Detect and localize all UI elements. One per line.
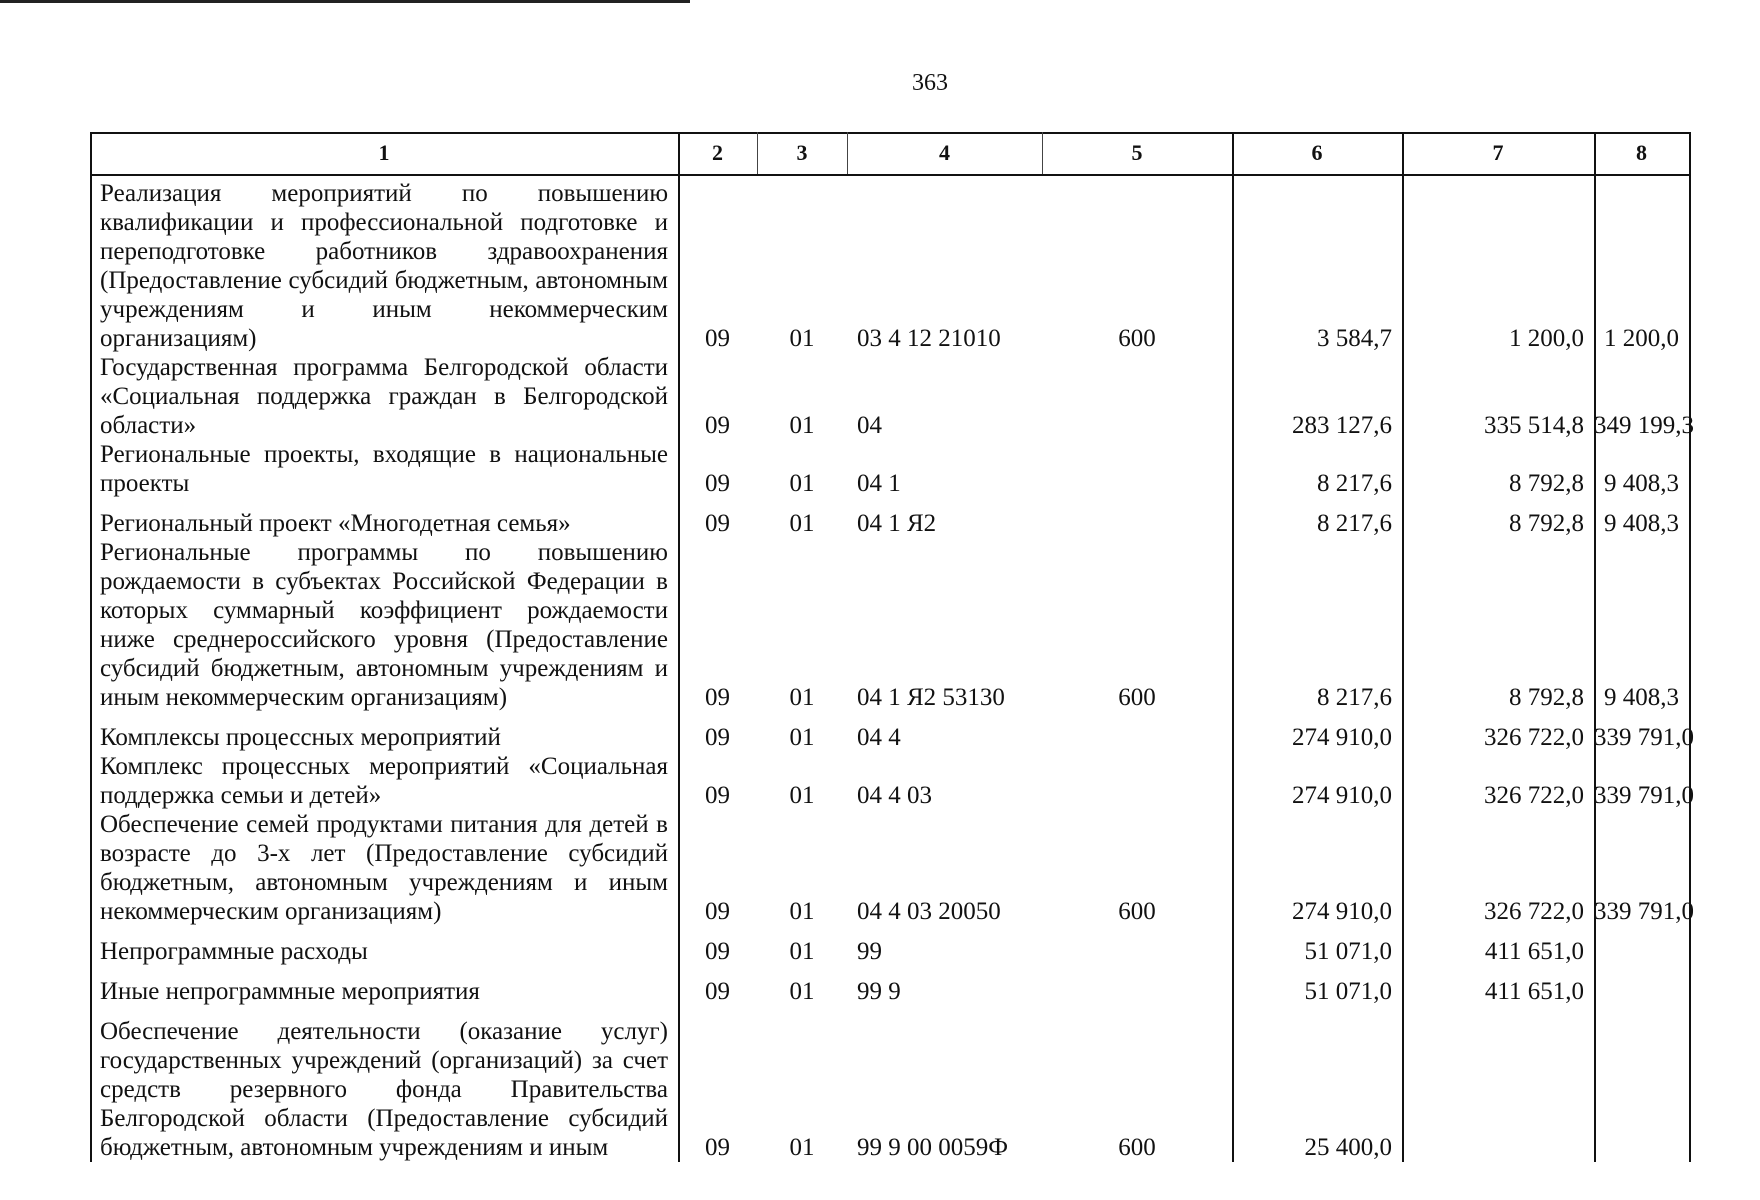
row-name: Региональные программы по повышению рождаемости в субъектах Российской Федерации в которых суммарный коэффициент рождаемости ниже среднероссийского уровня (Предоставление субсидий бюджетным, автономным учреждениям и иным некоммерческим организациям)	[100, 539, 668, 711]
top-rule	[0, 0, 690, 3]
header-col-7: 7	[1492, 140, 1504, 165]
row-cell-col-7: 8 792,8	[1509, 470, 1584, 497]
row-cell-col-6: 8 217,6	[1317, 684, 1392, 711]
row-cell-col-4: 99 9	[857, 978, 901, 1005]
row-cell-col-4: 04 1	[857, 470, 901, 497]
row-cell-col-2: 09	[705, 684, 730, 711]
row-cell-col-7: 8 792,8	[1509, 684, 1584, 711]
row-cell-col-6: 51 071,0	[1304, 978, 1392, 1005]
row-cell-col-6: 274 910,0	[1292, 898, 1392, 925]
header-rule	[90, 174, 1691, 176]
row-cell-col-8: 9 408,3	[1604, 470, 1679, 497]
row-cell-col-2: 09	[705, 412, 730, 439]
row-cell-col-8: 9 408,3	[1604, 510, 1679, 537]
row-name: Комплекс процессных мероприятий «Социальная поддержка семьи и детей»	[100, 753, 668, 809]
row-cell-col-4: 04 1 Я2 53130	[857, 684, 1005, 711]
row-cell-col-4: 03 4 12 21010	[857, 325, 1001, 352]
row-cell-col-3: 01	[789, 724, 815, 751]
row-cell-col-3: 01	[789, 470, 815, 497]
row-cell-col-7: 1 200,0	[1509, 325, 1584, 352]
header-col-1: 1	[378, 140, 390, 165]
row-cell-col-4: 04	[857, 412, 882, 439]
row-cell-col-4: 04 1 Я2	[857, 510, 937, 537]
row-cell-col-7: 326 722,0	[1484, 782, 1584, 809]
table-row	[90, 179, 1691, 353]
row-cell-col-5: 600	[1118, 898, 1156, 925]
row-cell-col-2: 09	[705, 1134, 730, 1161]
row-name: Региональные проекты, входящие в национальные проекты	[100, 441, 668, 497]
table-row	[90, 353, 1694, 440]
header-col-3: 3	[796, 140, 808, 165]
row-cell-col-4: 04 4 03 20050	[857, 898, 1001, 925]
row-cell-col-8: 339 791,0	[1594, 782, 1694, 809]
row-cell-col-4: 04 4	[857, 724, 901, 751]
row-cell-col-4: 99	[857, 938, 882, 965]
row-cell-col-6: 283 127,6	[1292, 412, 1392, 439]
row-cell-col-2: 09	[705, 898, 730, 925]
header-col-8: 8	[1636, 140, 1647, 165]
table-row	[90, 937, 1691, 966]
row-cell-col-3: 01	[789, 938, 815, 965]
row-name: Региональный проект «Многодетная семья»	[100, 510, 571, 537]
row-cell-col-2: 09	[705, 510, 730, 537]
row-cell-col-5: 600	[1118, 684, 1156, 711]
row-cell-col-3: 01	[789, 684, 815, 711]
row-name: Реализация мероприятий по повышению квалификации и профессиональной подготовке и переподготовке работников здравоохранения (Предоставление субсидий бюджетным, автономным учреждениям и иным некоммерческим организациям)	[100, 180, 668, 352]
row-cell-col-3: 01	[789, 412, 815, 439]
row-cell-col-6: 8 217,6	[1317, 510, 1392, 537]
row-cell-col-8: 339 791,0	[1594, 898, 1694, 925]
row-name: Комплексы процессных мероприятий	[100, 724, 501, 751]
row-cell-col-2: 09	[705, 782, 730, 809]
header-col-2: 2	[712, 140, 723, 165]
table-header	[90, 132, 1691, 174]
table-row	[90, 440, 1691, 498]
row-cell-col-6: 3 584,7	[1317, 325, 1392, 352]
header-col-6: 6	[1311, 140, 1323, 165]
row-cell-col-4: 04 4 03	[857, 782, 932, 809]
row-cell-col-6: 51 071,0	[1304, 938, 1392, 965]
row-cell-col-7: 8 792,8	[1509, 510, 1584, 537]
page-number: 363	[912, 70, 948, 96]
row-cell-col-3: 01	[789, 325, 815, 352]
row-cell-col-3: 01	[789, 782, 815, 809]
table-row	[90, 810, 1694, 926]
row-cell-col-3: 01	[789, 1134, 815, 1161]
row-name: Обеспечение семей продуктами питания для детей в возрасте до 3-х лет (Предоставление субсидий бюджетным, автономным учреждениям и иным некоммерческим организациям)	[100, 811, 668, 925]
row-cell-col-2: 09	[705, 938, 730, 965]
budget-table	[90, 132, 1694, 1162]
row-name: Обеспечение деятельности (оказание услуг) государственных учреждений (организаций) за счет средств резервного фонда Правительства Белгородской области (Предоставление субсидий бюджетным, автономным учреждениям и иным	[100, 1018, 668, 1161]
row-cell-col-7: 326 722,0	[1484, 724, 1584, 751]
table-row	[90, 723, 1694, 752]
row-cell-col-7: 326 722,0	[1484, 898, 1584, 925]
row-cell-col-8: 339 791,0	[1594, 724, 1694, 751]
row-name: Государственная программа Белгородской области «Социальная поддержка граждан в Белгородской области»	[100, 354, 668, 439]
table-row	[90, 538, 1691, 712]
row-cell-col-8: 349 199,3	[1594, 412, 1694, 439]
table-row	[90, 752, 1694, 810]
row-cell-col-4: 99 9 00 0059Ф	[857, 1134, 1009, 1161]
row-cell-col-3: 01	[789, 978, 815, 1005]
row-cell-col-3: 01	[789, 510, 815, 537]
row-cell-col-2: 09	[705, 978, 730, 1005]
table-body	[90, 179, 1694, 1162]
row-cell-col-2: 09	[705, 325, 730, 352]
row-cell-col-8: 1 200,0	[1604, 325, 1679, 352]
row-cell-col-2: 09	[705, 470, 730, 497]
row-cell-col-6: 8 217,6	[1317, 470, 1392, 497]
row-cell-col-5: 600	[1118, 1134, 1156, 1161]
row-cell-col-7: 411 651,0	[1484, 978, 1584, 1005]
row-cell-col-5: 600	[1118, 325, 1156, 352]
table-row	[90, 977, 1691, 1006]
row-cell-col-6: 25 400,0	[1304, 1134, 1392, 1161]
row-cell-col-7: 335 514,8	[1484, 412, 1584, 439]
row-cell-col-6: 274 910,0	[1292, 782, 1392, 809]
table-row	[90, 509, 1691, 538]
header-col-5: 5	[1131, 140, 1143, 165]
table-row	[90, 1017, 1691, 1162]
row-cell-col-7: 411 651,0	[1484, 938, 1584, 965]
header-col-4: 4	[939, 140, 950, 165]
row-name: Иные непрограммные мероприятия	[100, 978, 480, 1005]
row-cell-col-3: 01	[789, 898, 815, 925]
row-cell-col-8: 9 408,3	[1604, 684, 1679, 711]
row-name: Непрограммные расходы	[100, 938, 368, 965]
row-cell-col-6: 274 910,0	[1292, 724, 1392, 751]
row-cell-col-2: 09	[705, 724, 730, 751]
